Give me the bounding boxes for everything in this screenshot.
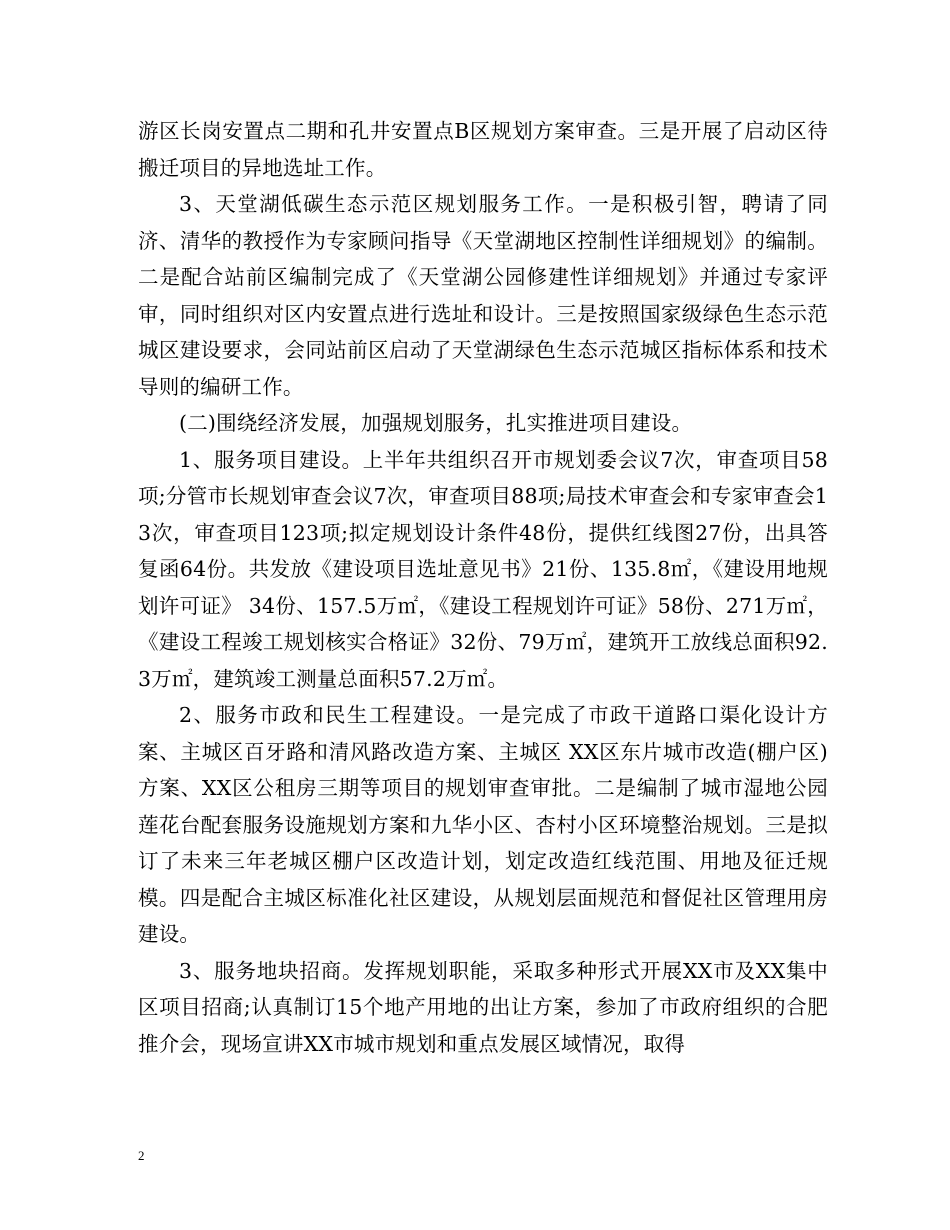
paragraph-5: 2、服务市政和民生工程建设。一是完成了市政干道路口渠化设计方案、主城区百牙路和清风路改造方案、主城区 XX区东片城市改造(棚户区)方案、XX区公租房三期等项目的规划审查审批。二是编制了城市湿地公园莲花台配套服务设施规划方案和九华小区、杏村小区环境整治规划。三是拟订了未来三年老城区棚户区改造计划，划定改造红线范围、用地及征迁规模。四是配合主城区标准化社区建设，从规划层面规范和督促社区管理用房建设。 <box>138 703 828 946</box>
paragraph-6: 3、服务地块招商。发挥规划职能，采取多种形式开展XX市及XX集中区项目招商;认真制订15个地产用地的出让方案，参加了市政府组织的合肥推介会，现场宣讲XX市城市规划和重点发展区域情况，取得 <box>138 958 828 1056</box>
paragraph-3: (二)围绕经济发展，加强规划服务，扎实推进项目建设。 <box>179 411 693 435</box>
page-number: 2 <box>138 1148 145 1163</box>
document-body <box>138 113 828 1062</box>
paragraph-2: 3、天堂湖低碳生态示范区规划服务工作。一是积极引智，聘请了同济、清华的教授作为专家顾问指导《天堂湖地区控制性详细规划》的编制。二是配合站前区编制完成了《天堂湖公园修建性详细规划》并通过专家评审，同时组织对区内安置点进行选址和设计。三是按照国家级绿色生态示范城区建设要求，会同站前区启动了天堂湖绿色生态示范城区指标体系和技术导则的编研工作。 <box>138 192 828 399</box>
paragraph-1: 游区长岗安置点二期和孔井安置点B区规划方案审查。三是开展了启动区待搬迁项目的异地选址工作。 <box>138 119 828 180</box>
paragraph-4: 1、服务项目建设。上半年共组织召开市规划委会议7次，审查项目58项;分管市长规划审查会议7次，审查项目88项;局技术审查会和专家审查会13次，审查项目123项;拟定规划设计条件48份，提供红线图27份，出具答复函64份。共发放《建设项目选址意见书》21份、135.8㎡，《建设用地规划许可证》 34份、157.5万㎡，《建设工程规划许可证》58份、271万㎡，《建设工程竣工规划核实合格证》32份、79万㎡，建筑开工放线总面积92.3万㎡，建筑竣工测量总面积57.2万㎡。 <box>138 447 828 691</box>
